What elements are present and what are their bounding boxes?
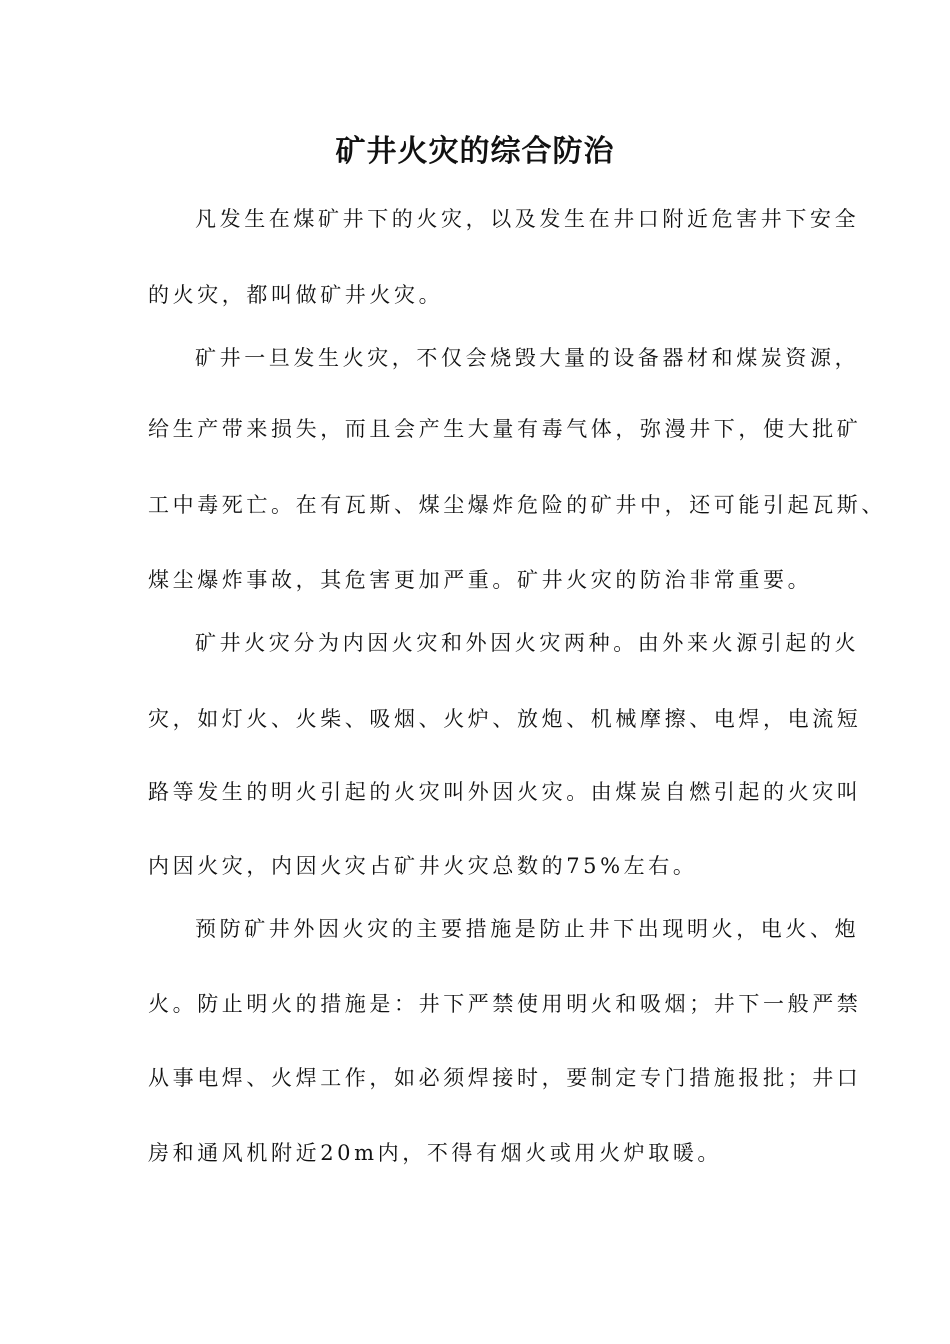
paragraph-3-line-1: 矿井火灾分为内因火灾和外因火灾两种。由外来火源引起的火 xyxy=(195,631,860,655)
paragraph-4-line-4: 房和通风机附近20m内，不得有烟火或用火炉取暖。 xyxy=(148,1141,723,1165)
paragraph-3-line-4: 内因火灾，内因火灾占矿井火灾总数的75%左右。 xyxy=(148,854,698,878)
paragraph-2-line-3: 工中毒死亡。在有瓦斯、煤尘爆炸危险的矿井中，还可能引起瓦斯、 xyxy=(148,493,886,517)
paragraph-4-line-1: 预防矿井外因火灾的主要措施是防止井下出现明火，电火、炮 xyxy=(195,917,860,941)
paragraph-4-line-3: 从事电焊、火焊工作，如必须焊接时，要制定专门措施报批；井口 xyxy=(148,1066,862,1090)
document-title: 矿井火灾的综合防治 xyxy=(335,134,615,169)
paragraph-2-line-2: 给生产带来损失，而且会产生大量有毒气体，弥漫井下，使大批矿 xyxy=(148,417,862,441)
paragraph-1-line-1: 凡发生在煤矿井下的火灾，以及发生在井口附近危害井下安全 xyxy=(195,207,860,231)
paragraph-1-line-2: 的火灾，都叫做矿井火灾。 xyxy=(148,283,444,307)
paragraph-3-line-3: 路等发生的明火引起的火灾叫外因火灾。由煤炭自燃引起的火灾叫 xyxy=(148,780,862,804)
paragraph-4-line-2: 火。防止明火的措施是：井下严禁使用明火和吸烟；井下一般严禁 xyxy=(148,992,862,1016)
paragraph-3-line-2: 灾，如灯火、火柴、吸烟、火炉、放炮、机械摩擦、电焊，电流短 xyxy=(148,707,862,731)
paragraph-2-line-4: 煤尘爆炸事故，其危害更加严重。矿井火灾的防治非常重要。 xyxy=(148,568,813,592)
paragraph-2-line-1: 矿井一旦发生火灾，不仅会烧毁大量的设备器材和煤炭资源， xyxy=(195,346,860,370)
